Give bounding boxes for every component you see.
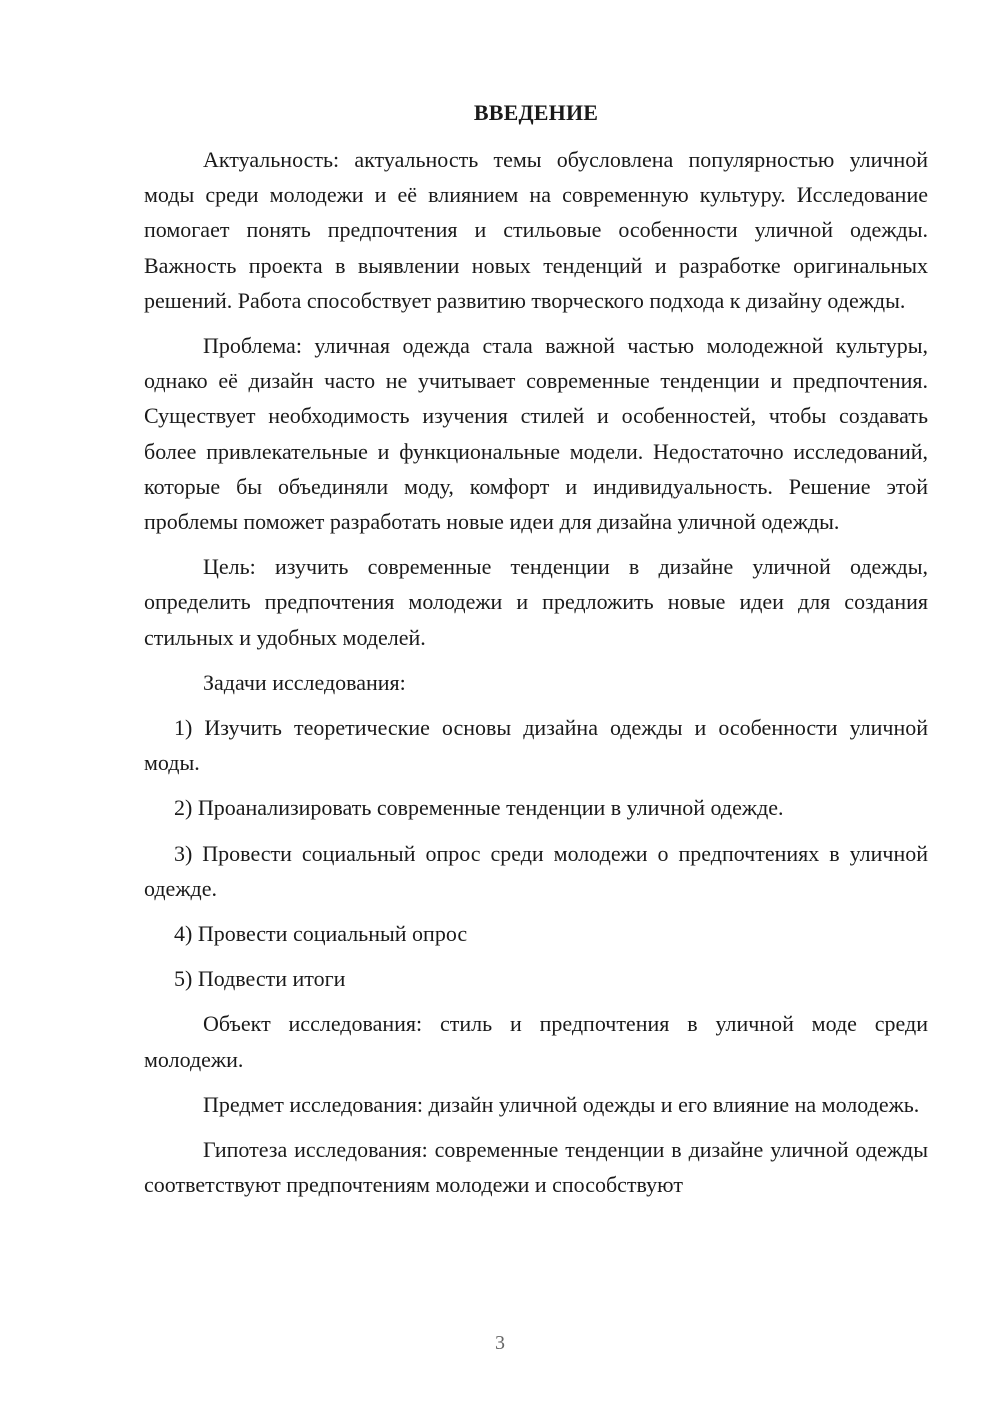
task-item-3: 3) Провести социальный опрос среди молодежи о предпочтениях в уличной одежде. <box>144 840 928 901</box>
page-number: 3 <box>495 1332 505 1354</box>
section-title: ВВЕДЕНИЕ <box>473 100 599 125</box>
task-item-2: 2) Проанализировать современные тенденции в уличной одежде. <box>174 795 784 821</box>
paragraph-relevance: Актуальность: актуальность темы обусловлена популярностью уличной моды среди молодежи и её влиянием на современную культуру. Исследование помогает понять предпочтения и стильовые особенности уличной одежды. Важность проекта в выявлении новых тенденций и разработке оригинальных решений. Работа способствует развитию творческого подхода к дизайну одежды. <box>144 147 928 313</box>
task-item-1: 1) Изучить теоретические основы дизайна одежды и особенности уличной моды. <box>144 715 928 776</box>
paragraph-object: Объект исследования: стиль и предпочтения в уличной моде среди молодежи. <box>144 1011 928 1072</box>
document-page <box>144 90 928 1212</box>
paragraph-tasks-heading: Задачи исследования: <box>203 669 406 695</box>
task-item-4: 4) Провести социальный опрос <box>174 921 468 947</box>
paragraph-hypothesis: Гипотеза исследования: современные тенденции в дизайне уличной одежды соответствуют предпочтениям молодежи и способствуют <box>144 1137 928 1198</box>
paragraph-problem: Проблема: уличная одежда стала важной частью молодежной культуры, однако её дизайн часто не учитывает современные тенденции и предпочтения. Существует необходимость изучения стилей и особенностей, чтобы создавать более привлекательные и функциональные модели. Недостаточно исследований, которые бы объединяли моду, комфорт и индивидуальность. Решение этой проблемы поможет разработать новые идеи для дизайна уличной одежды. <box>144 333 928 535</box>
task-item-5: 5) Подвести итоги <box>174 966 346 992</box>
paragraph-goal: Цель: изучить современные тенденции в дизайне уличной одежды, определить предпочтения молодежи и предложить новые идеи для создания стильных и удобных моделей. <box>144 554 928 650</box>
paragraph-subject: Предмет исследования: дизайн уличной одежды и его влияние на молодежь. <box>203 1091 920 1117</box>
